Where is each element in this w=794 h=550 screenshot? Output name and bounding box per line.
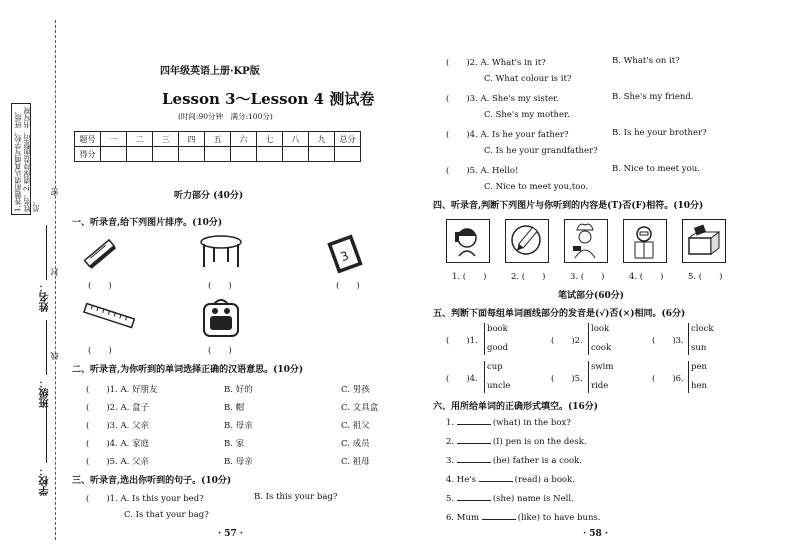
score-row: [75, 147, 361, 162]
q6-item-1-prefix: 1.: [446, 418, 455, 428]
q5-brace-6: [688, 361, 689, 393]
school-field[interactable]: [46, 405, 47, 463]
q2-item-4-c: C. 成员: [341, 439, 370, 449]
q5-word-3b: sun: [691, 343, 707, 353]
schoolbag-image: [198, 296, 244, 340]
exam-notice: 1.答题前请认真填写学校、班级、姓名。2.请保持卷面整洁，书写规范。: [11, 103, 31, 215]
q2-item-2[interactable]: ( )2. A. 盒子: [86, 403, 149, 413]
q3-item-2-a[interactable]: ( )2. A. What's in it?: [446, 58, 546, 68]
grandfather-icon: [624, 220, 665, 261]
score-header: 一: [101, 132, 127, 147]
q5-item-3[interactable]: ( )3.: [652, 336, 684, 346]
q4-label-3[interactable]: 3. ( ): [570, 272, 605, 282]
q5-brace-4: [484, 361, 485, 393]
box-icon: [683, 220, 724, 261]
q2-item-3[interactable]: ( )3. A. 父亲: [86, 421, 149, 431]
q2-item-5[interactable]: ( )5. A. 父亲: [86, 457, 149, 467]
cut-mark-2: 封: [50, 268, 59, 276]
school-label: 学校：: [40, 466, 51, 496]
svg-text:3: 3: [338, 248, 351, 265]
q3-item-3-a[interactable]: ( )3. A. She's my sister.: [446, 94, 559, 104]
q5-word-5a: swim: [591, 362, 614, 372]
binding-line: [55, 20, 56, 540]
q2-item-3-c: C. 祖父: [341, 421, 370, 431]
score-cell[interactable]: [179, 147, 205, 162]
q2-item-1[interactable]: ( )1. A. 好朋友: [86, 385, 158, 395]
score-cell[interactable]: [153, 147, 179, 162]
q5-word-6a: pen: [691, 362, 707, 372]
class-label: 班级：: [40, 378, 51, 408]
q6-item-3: [446, 456, 582, 466]
pencil-icon: [506, 220, 547, 261]
q6-item-4: [446, 475, 575, 485]
q6-item-5-prefix: 5.: [446, 494, 455, 504]
q1-bracket-1[interactable]: ( ): [88, 281, 112, 291]
q6-item-2-prefix: 2.: [446, 437, 455, 447]
score-header: 七: [257, 132, 283, 147]
q2-item-1-b: B. 好的: [224, 385, 253, 395]
page-title: Lesson 3～Lesson 4 测试卷: [162, 90, 375, 108]
q5-word-2b: cook: [591, 343, 612, 353]
class-field[interactable]: [46, 320, 47, 375]
q5-title: 五、判断下面每组单词画线部分的发音是(√)否(×)相同。(6分): [433, 309, 686, 319]
q5-word-3a: clock: [691, 324, 714, 334]
stapler-image: [80, 234, 120, 274]
book-image: [326, 234, 364, 274]
q5-word-1a: book: [487, 324, 508, 334]
q2-item-5-c: C. 祖母: [341, 457, 370, 467]
q4-picture-1: [446, 219, 490, 263]
q4-label-5[interactable]: 5. ( ): [688, 272, 723, 282]
table-image: [198, 234, 244, 270]
q1-title: 一、听录音,给下列图片排序。(10分): [72, 218, 223, 228]
q6-item-6: [446, 513, 600, 523]
score-header: 八: [283, 132, 309, 147]
q3-item-1-a[interactable]: ( )1. A. Is this your bed?: [86, 494, 204, 504]
q5-item-6[interactable]: ( )6.: [652, 374, 684, 384]
score-table: [74, 131, 361, 162]
q5-brace-3: [688, 323, 689, 355]
q6-item-1-text: (what) in the box?: [492, 418, 571, 428]
score-cell[interactable]: [257, 147, 283, 162]
q6-item-5: [446, 494, 574, 504]
q3-item-2-b: B. What's on it?: [612, 56, 680, 66]
q6-item-4-text: (read) a book.: [514, 475, 575, 485]
q3-item-4-a[interactable]: ( )4. A. Is he your father?: [446, 130, 569, 140]
q3-item-4-c: C. Is he your grandfather?: [484, 146, 598, 156]
q3-item-1-c: C. Is that your bag?: [124, 510, 209, 520]
q3-item-4-b: B. Is he your brother?: [612, 128, 707, 138]
score-cell[interactable]: [127, 147, 153, 162]
q3-item-2-c: C. What colour is it?: [484, 74, 572, 84]
q5-word-4a: cup: [487, 362, 503, 372]
q6-item-1: [446, 418, 571, 428]
ruler-image: [82, 303, 136, 329]
q2-item-3-b: B. 母亲: [224, 421, 253, 431]
q4-picture-4: [623, 219, 667, 263]
q3-item-5-c: C. Nice to meet you,too.: [484, 182, 589, 192]
score-cell[interactable]: [231, 147, 257, 162]
q6-blank-1[interactable]: [457, 424, 491, 425]
q4-title: 四、听录音,判断下列图片与你听到的内容是(T)否(F)相符。(10分): [433, 201, 704, 211]
exam-timing: (时间:90分钟 满分:100分): [178, 112, 273, 121]
q1-bracket-4[interactable]: ( ): [88, 346, 112, 356]
q1-bracket-2[interactable]: ( ): [208, 281, 232, 291]
q5-item-5[interactable]: ( )5.: [551, 374, 583, 384]
q6-title: 六、用所给单词的正确形式填空。(16分): [433, 402, 599, 412]
score-header-row: [75, 132, 361, 147]
q6-item-2-text: (I) pen is on the desk.: [492, 437, 587, 447]
page-number-58: · 58 ·: [583, 529, 609, 539]
cook-icon: [565, 220, 606, 261]
q2-item-2-c: C. 文具盒: [341, 403, 379, 413]
score-header: 二: [127, 132, 153, 147]
score-cell[interactable]: [335, 147, 361, 162]
q4-picture-2: [505, 219, 549, 263]
q5-word-1b: good: [487, 343, 509, 353]
q5-item-2[interactable]: ( )2.: [551, 336, 583, 346]
q2-item-2-b: B. 帽: [224, 403, 245, 413]
q6-item-2: [446, 437, 587, 447]
q6-blank-2[interactable]: [457, 443, 491, 444]
q4-label-4[interactable]: 4. ( ): [629, 272, 664, 282]
q6-blank-5[interactable]: [457, 500, 491, 501]
q6-item-6-text: (like) to have buns.: [517, 513, 601, 523]
score-header: 总分: [335, 132, 361, 147]
q6-item-4-prefix: 4. He's: [446, 475, 476, 485]
q5-brace-1: [484, 323, 485, 355]
q5-word-6b: hen: [691, 381, 707, 391]
q5-item-1[interactable]: ( )1.: [446, 336, 478, 346]
score-header: 五: [205, 132, 231, 147]
q2-title: 二、听录音,为你听到的单词选择正确的汉语意思。(10分): [72, 365, 304, 375]
score-cell[interactable]: [205, 147, 231, 162]
q6-item-3-prefix: 3.: [446, 456, 455, 466]
cut-mark-3: 线: [50, 352, 59, 360]
q5-brace-5: [588, 361, 589, 393]
q3-item-5-a[interactable]: ( )5. A. Hello!: [446, 166, 519, 176]
page-number-57: · 57 ·: [218, 529, 244, 539]
name-field[interactable]: [46, 225, 47, 280]
q4-picture-5: [682, 219, 726, 263]
q2-item-4-b: B. 家: [224, 439, 245, 449]
q3-item-5-b: B. Nice to meet you.: [612, 164, 700, 174]
listening-section-title: 听力部分 (40分): [174, 191, 244, 201]
q1-bracket-3[interactable]: ( ): [336, 281, 360, 291]
written-section-title: 笔试部分(60分): [558, 291, 625, 301]
book-subtitle: 四年级英语上册·KP版: [160, 66, 260, 77]
q6-blank-3[interactable]: [457, 462, 491, 463]
q6-blank-4[interactable]: [479, 481, 513, 482]
q6-item-5-text: (she) name is Nell.: [492, 494, 574, 504]
q5-word-4b: uncle: [487, 381, 511, 391]
score-header: 六: [231, 132, 257, 147]
q3-title: 三、听录音,选出你听到的句子。(10分): [72, 476, 232, 486]
q5-word-5b: ride: [591, 381, 609, 391]
q6-item-6-prefix: 6. Mum: [446, 513, 480, 523]
q2-item-4[interactable]: ( )4. A. 家庭: [86, 439, 149, 449]
q5-brace-2: [588, 323, 589, 355]
score-header: 四: [179, 132, 205, 147]
q6-item-3-text: (he) father is a cook.: [492, 456, 582, 466]
score-cell[interactable]: [283, 147, 309, 162]
q5-word-2a: look: [591, 324, 610, 334]
q4-label-2[interactable]: 2. ( ): [511, 272, 546, 282]
q4-label-1[interactable]: 1. ( ): [452, 272, 487, 282]
q4-picture-3: [564, 219, 608, 263]
score-header: 题号: [75, 132, 101, 147]
q3-item-1-b: B. Is this your bag?: [254, 492, 338, 502]
cut-mark-1: 密: [50, 188, 59, 196]
score-row-label: 得分: [75, 147, 101, 162]
score-cell[interactable]: [101, 147, 127, 162]
q1-bracket-5[interactable]: ( ): [208, 346, 232, 356]
q3-item-3-b: B. She's my friend.: [612, 92, 694, 102]
q6-blank-6[interactable]: [482, 519, 516, 520]
name-label: 姓名：: [40, 282, 51, 312]
girl-phone-icon: [447, 220, 488, 261]
score-header: 九: [309, 132, 335, 147]
score-cell[interactable]: [309, 147, 335, 162]
q2-item-5-b: B. 母亲: [224, 457, 253, 467]
q2-item-1-c: C. 男孩: [341, 385, 370, 395]
q5-item-4[interactable]: ( )4.: [446, 374, 478, 384]
score-header: 三: [153, 132, 179, 147]
q3-item-3-c: C. She's my mother.: [484, 110, 570, 120]
